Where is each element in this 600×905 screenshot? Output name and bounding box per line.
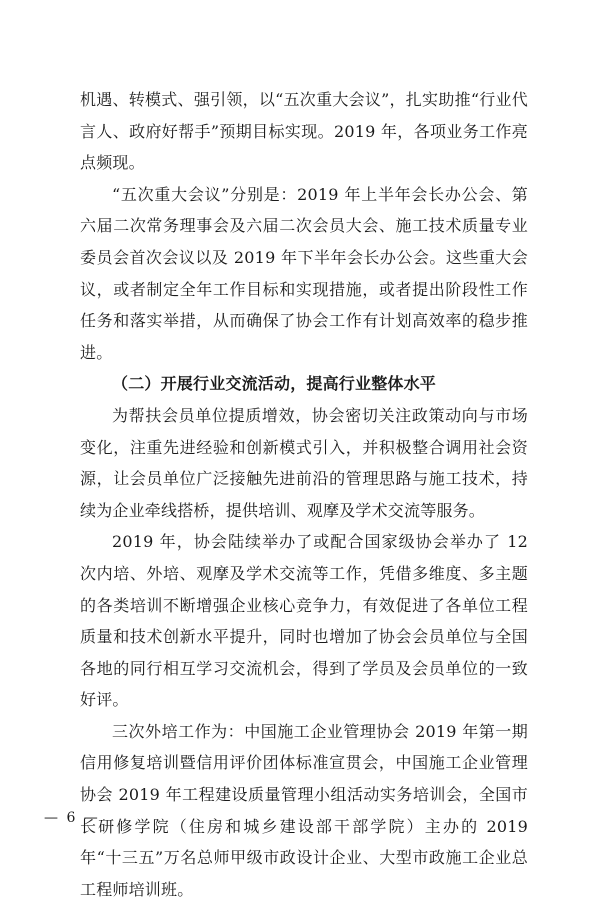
page-number: — 6 — — [44, 810, 100, 826]
paragraph-2019-training: 2019 年，协会陆续举办了或配合国家级协会举办了 12 次内培、外培、观摩及学术交流等工作，凭借多维度、多主题的各类培训不断增强企业核心竞争力，有效促进了各单位工程质量和技术创新水平提升，同时也增加了协会会员单位与全国各地的同行相互学习交流机会，得到了学员及会员单位的一致好评。 — [80, 532, 528, 710]
paragraph-external-training: 三次外培工作为：中国施工企业管理协会 2019 年第一期信用修复培训暨信用评价团体标准宣贯会，中国施工企业管理协会 2019 年工程建设质量管理小组活动实务培训会，全国市长研修学院（住房和城乡建设部干部学院）主办的 2019 年“十三五”万名总师甲级市政设计企业、大型市政施工企业总工程师培训班。 — [80, 721, 528, 899]
page-body — [80, 84, 528, 905]
section-heading: （二）开展行业交流活动，提高行业整体水平 — [112, 374, 437, 394]
paragraph-member-support: 为帮扶会员单位提质增效，协会密切关注政策动向与市场变化，注重先进经验和创新模式引入，并积极整合调用社会资源，让会员单位广泛接触先进前沿的管理思路与施工技术，持续为企业牵线搭桥，提供培训、观摩及学术交流等服务。 — [80, 405, 528, 520]
paragraph-continuation: 机遇、转模式、强引领，以“五次重大会议”，扎实助推“行业代言人、政府好帮手”预期目标实现。2019 年，各项业务工作亮点频现。 — [80, 90, 528, 173]
paragraph-five-meetings: “五次重大会议”分别是：2019 年上半年会长办公会、第六届二次常务理事会及六届二次会员大会、施工技术质量专业委员会首次会议以及 2019 年下半年会长办公会。这些重大会议，或者制定全年工作目标和实现措施，或者提出阶段性工作任务和落实举措，从而确保了协会工作有计划高效率的稳步推进。 — [80, 184, 528, 362]
